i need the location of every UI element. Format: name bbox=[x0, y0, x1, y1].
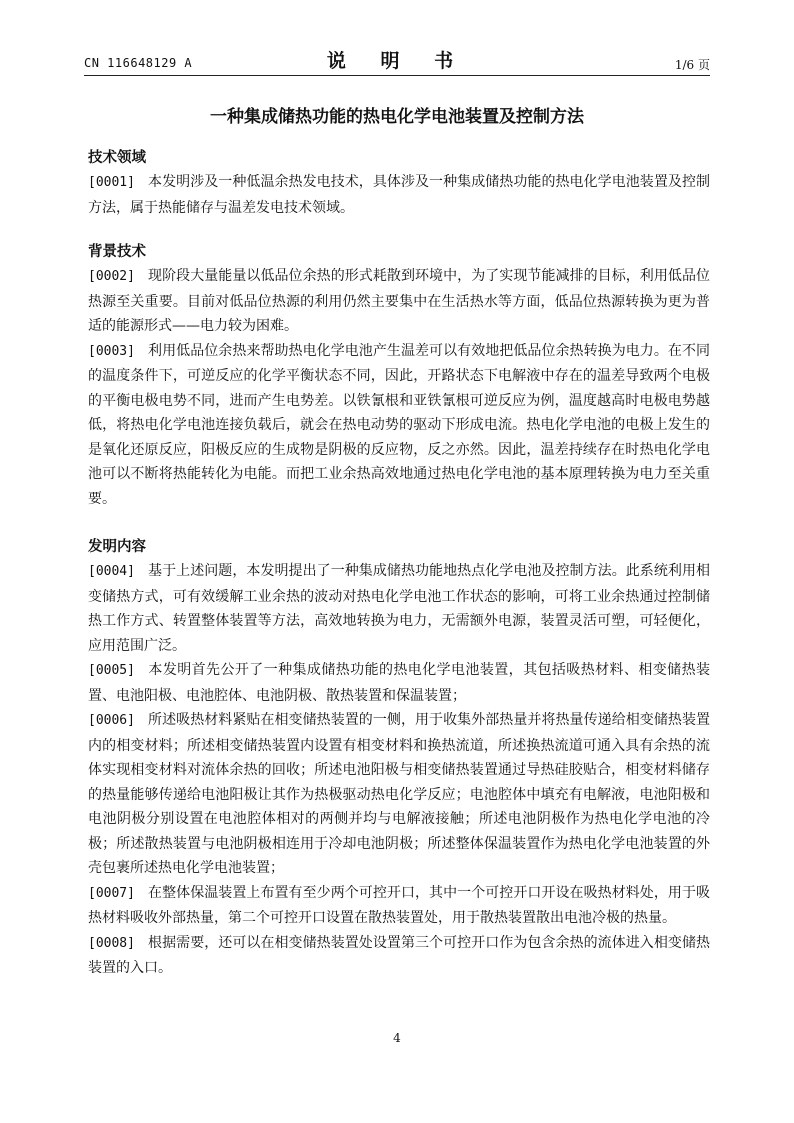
page-indicator: 1/6 页 bbox=[674, 58, 710, 72]
section-heading: 技术领域 bbox=[88, 150, 146, 166]
paragraph-number: [0004] bbox=[88, 564, 135, 579]
paragraph-number: [0005] bbox=[88, 663, 135, 678]
section-background bbox=[88, 240, 710, 511]
paragraph bbox=[88, 931, 710, 981]
section-technical-field bbox=[88, 146, 710, 220]
paragraph-number: [0008] bbox=[88, 935, 135, 951]
document-type: 说 明 书 bbox=[326, 50, 468, 72]
paragraph-text: 基于上述问题，本发明提出了一种集成储热功能地热点化学电池及控制方法。此系统利用相变储热方式，可有效缓解工业余热的波动对热电化学电池工作状态的影响，可将工业余热通过控制储热工作方式、转置整体装置等方法，高效地转换为电力，无需额外电源，装置灵活可塑，可轻便化，应用范围广泛。 bbox=[88, 563, 710, 654]
patent-number: CN 116648129 A bbox=[84, 56, 193, 70]
paragraph bbox=[88, 170, 710, 220]
paragraph-text: 现阶段大量能量以低品位余热的形式耗散到环境中，为了实现节能减排的目标，利用低品位热源至关重要。目前对低品位热源的利用仍然主要集中在生活热水等方面，低品位热源转换为更为普适的能源形式——电力较为困难。 bbox=[88, 268, 710, 334]
paragraph bbox=[88, 264, 710, 339]
paragraph bbox=[88, 559, 710, 658]
paragraph-text: 根据需要，还可以在相变储热装置处设置第三个可控开口作为包含余热的流体进入相变储热装置的入口。 bbox=[88, 934, 710, 976]
paragraph-text: 利用低品位余热来帮助热电化学电池产生温差可以有效地把低品位余热转换为电力。在不同的温度条件下，可逆反应的化学平衡状态不同，因此，开路状态下电解液中存在的温差导致两个电极的平衡电极电势不同，进而产生电势差。以铁氰根和亚铁氰根可逆反应为例，温度越高时电极电势越低，将热电化学电池连接负载后，就会在热电动势的驱动下形成电流。热电化学电池的电极上发生的是氧化还原反应，阳极反应的生成物是阴极的反应物，反之亦然。因此，温差持续存在时热电化学电池可以不断将热能转化为电能。而把工业余热高效地通过热电化学电池的基本原理转换为电力至关重要。 bbox=[88, 342, 710, 507]
page-header bbox=[84, 44, 710, 74]
paragraph-number: [0001] bbox=[88, 175, 135, 190]
paragraph-number: [0006] bbox=[88, 713, 135, 728]
paragraph-text: 在整体保温装置上布置有至少两个可控开口，其中一个可控开口开设在吸热材料处，用于吸热材料吸收外部热量，第二个可控开口设置在散热装置处，用于散热装置散出电池冷极的热量。 bbox=[88, 884, 710, 926]
document-title: 一种集成储热功能的热电化学电池装置及控制方法 bbox=[210, 107, 584, 127]
paragraph bbox=[88, 658, 710, 708]
paragraph-text: 本发明首先公开了一种集成储热功能的热电化学电池装置，其包括吸热材料、相变储热装置、电池阳极、电池腔体、电池阴极、散热装置和保温装置； bbox=[88, 662, 710, 704]
paragraph bbox=[88, 339, 710, 512]
section-heading: 发明内容 bbox=[88, 539, 146, 555]
paragraph bbox=[88, 881, 710, 931]
section-summary bbox=[88, 535, 710, 981]
section-heading: 背景技术 bbox=[88, 244, 146, 260]
page-number: 4 bbox=[393, 1031, 401, 1045]
paragraph-number: [0003] bbox=[88, 343, 135, 359]
paragraph-number: [0002] bbox=[88, 269, 135, 284]
paragraph-text: 本发明涉及一种低温余热发电技术，具体涉及一种集成储热功能的热电化学电池装置及控制方法，属于热能储存与温差发电技术领域。 bbox=[88, 174, 710, 216]
document-body bbox=[88, 146, 710, 981]
paragraph-text: 所述吸热材料紧贴在相变储热装置的一侧，用于收集外部热量并将热量传递给相变储热装置内的相变材料；所述相变储热装置内设置有相变材料和换热流道，所述换热流道可通入具有余热的流体实现相变材料对流体余热的回收；所述电池阳极与相变储热装置通过导热硅胶贴合，相变材料储存的热量能够传递给电池阳极让其作为热极驱动热电化学反应；电池腔体中填充有电解液，电池阳极和电池阴极分别设置在电池腔体相对的两侧并均与电解液接触；所述电池阴极作为热电化学电池的冷极；所述散热装置与电池阴极相连用于冷却电池阴极；所述整体保温装置作为热电化学电池装置的外壳包裹所述热电化学电池装置； bbox=[88, 712, 710, 876]
header-rule bbox=[84, 75, 710, 76]
paragraph-number: [0007] bbox=[88, 885, 135, 901]
paragraph bbox=[88, 708, 710, 881]
